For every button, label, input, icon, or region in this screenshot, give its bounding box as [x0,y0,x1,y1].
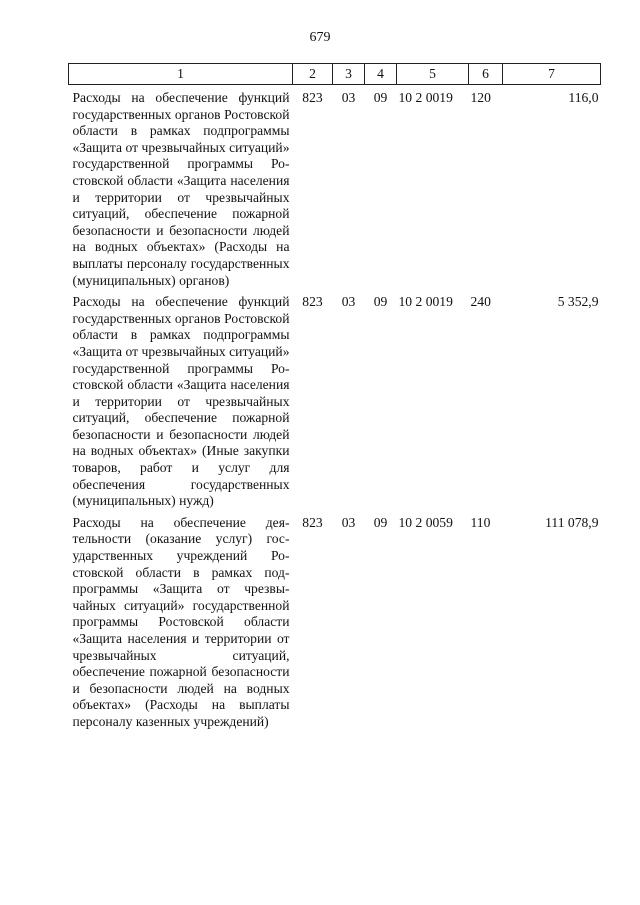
row-ved: 823 [302,294,323,310]
row-csr: 10 2 0019 [398,90,453,105]
header-col-4: 4 [365,64,397,85]
row-pr: 09 [373,90,388,105]
header-col-3: 3 [333,64,365,85]
budget-table [68,63,601,731]
row-vr: 240 [470,294,491,310]
header-row [69,64,601,85]
header-col-2: 2 [293,64,333,85]
row-pr: 09 [373,294,388,310]
row-vr: 120 [470,90,491,105]
header-col-1: 1 [69,64,293,85]
header-col-5: 5 [397,64,469,85]
row-csr: 10 2 0059 [398,514,453,530]
row-ved: 823 [302,514,323,530]
table-row [69,510,601,731]
row-amount: 116,0 [568,90,599,105]
row-description: Расходы на обеспечение функций государственных органов Ростовской области в рамках подпрограммы «Защита от чрезвычайных ситуаций» государственной программы Ростовской области «Защита населения и территории от чрезвычайных ситуаций, обеспечение пожарной безопасности и безопасности людей на водных объектах» (Расходы на выплаты персоналу государственных (муниципальных) органов) [72,90,290,288]
row-description: Расходы на обеспечение функций государственных органов Ростовской области в рамках подпрограммы «Защита от чрезвычайных ситуаций» государственной программы Ростовской области «Защита населения и территории от чрезвычайных ситуаций, обеспечение пожарной безопасности и безопасности людей на водных объектах» (Иные закупки товаров, работ и услуг для обеспечения государственных (муниципальных) нужд) [72,294,290,509]
row-vr: 110 [470,514,491,530]
row-rz: 03 [341,90,356,105]
header-col-7: 7 [503,64,601,85]
page-number: 679 [309,30,331,45]
row-amount: 111 078,9 [545,514,599,530]
row-csr: 10 2 0019 [398,294,453,310]
row-amount: 5 352,9 [557,294,599,310]
row-description: Расходы на обеспечение деятельности (оказание услуг) государственных учреждений Ростовской области в рамках подпрограммы «Защита от чрезвычайных ситуаций» государственной программы Ростовской области «Защита населения и территории от чрезвычайных ситуаций, обеспечение пожарной безопасности и безопасности людей на водных объектах» (Расходы на выплаты персоналу казенных учреждений) [72,514,290,729]
header-col-6: 6 [469,64,503,85]
table-row [69,85,601,290]
row-rz: 03 [341,294,356,310]
row-rz: 03 [341,514,356,530]
row-pr: 09 [373,514,388,530]
table-row [69,289,601,510]
row-ved: 823 [302,90,323,105]
